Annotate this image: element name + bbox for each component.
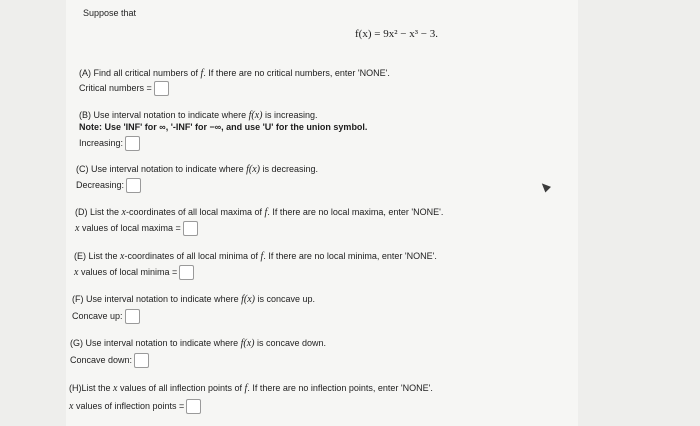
increasing-input[interactable] (125, 136, 140, 151)
question-b: (B) Use interval notation to indicate where f(x) is increasing. (79, 110, 318, 121)
concave-down-input[interactable] (134, 353, 149, 368)
answer-row-a: Critical numbers = (79, 81, 169, 96)
local-minima-input[interactable] (179, 265, 194, 280)
answer-row-c: Decreasing: (76, 178, 141, 193)
question-g: (G) Use interval notation to indicate where f(x) is concave down. (70, 338, 327, 349)
question-d: (D) List the x-coordinates of all local maxima of f. If there are no local maxima, enter 'NONE'. (75, 207, 444, 218)
answer-row-b: Increasing: (79, 136, 140, 151)
answer-row-g: Concave down: (70, 353, 149, 368)
question-e: (E) List the x-coordinates of all local minima of f. If there are no local minima, enter 'NONE'. (74, 251, 437, 262)
note-text: Note: Use 'INF' for ∞, '-INF' for −∞, and use 'U' for the union symbol. (79, 122, 368, 132)
question-a: (A) Find all critical numbers of f. If there are no critical numbers, enter 'NONE'. (79, 68, 390, 79)
function-formula: f(x) = 9x² − x³ − 3. (355, 28, 438, 40)
answer-row-e: x values of local minima = (74, 265, 194, 280)
inflection-points-input[interactable] (186, 399, 201, 414)
local-maxima-input[interactable] (183, 221, 198, 236)
intro-text: Suppose that (83, 8, 137, 18)
answer-row-f: Concave up: (72, 309, 140, 324)
question-c: (C) Use interval notation to indicate where f(x) is decreasing. (76, 164, 319, 175)
concave-up-input[interactable] (125, 309, 140, 324)
critical-numbers-input[interactable] (154, 81, 169, 96)
answer-row-h: x values of inflection points = (69, 399, 201, 414)
question-f: (F) Use interval notation to indicate where f(x) is concave up. (72, 294, 316, 305)
decreasing-input[interactable] (126, 178, 141, 193)
question-h: (H)List the x values of all inflection points of f. If there are no inflection points, enter 'NONE'. (69, 383, 433, 394)
answer-row-d: x values of local maxima = (75, 221, 198, 236)
